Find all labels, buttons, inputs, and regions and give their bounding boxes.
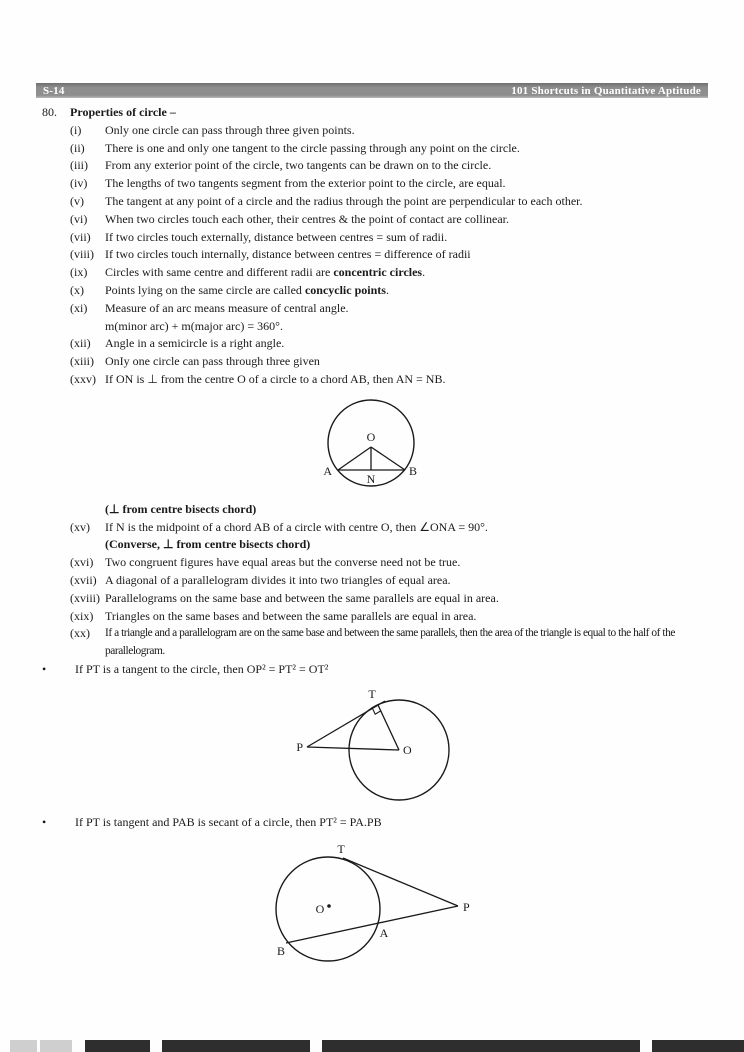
point-label-A: A — [323, 464, 332, 478]
artifact-segment — [162, 1040, 310, 1052]
property-item — [70, 157, 708, 175]
segment-PO — [307, 747, 399, 750]
point-label-B: B — [276, 944, 286, 958]
point-label-P: P — [463, 900, 470, 914]
artifact-segment — [652, 1040, 744, 1052]
property-text — [105, 300, 708, 336]
property-text: From any exterior point of the circle, two tangents can be drawn on to the circle. — [105, 158, 492, 173]
point-label-T: T — [337, 842, 345, 856]
property-item — [70, 246, 708, 264]
property-item — [70, 608, 708, 626]
point-label-O: O — [366, 430, 376, 444]
scan-artifact-bar — [0, 1040, 744, 1052]
page-header-bar — [36, 83, 708, 98]
property-item — [70, 140, 708, 158]
bullet-marker: • — [42, 814, 47, 829]
property-item — [70, 572, 708, 590]
property-number: (iv) — [70, 176, 88, 191]
property-text: If two circles touch externally, distance between centres = sum of radii. — [105, 229, 448, 244]
property-number: (v) — [70, 193, 84, 208]
property-item — [70, 300, 708, 336]
point-label-O: O — [403, 743, 412, 757]
segment-OB — [371, 447, 405, 470]
property-number: (ii) — [70, 140, 85, 155]
property-text: The lengths of two tangents segment from the exterior point to the circle, are equal. — [105, 176, 506, 191]
property-text: Triangles on the same bases and between the same parallels are equal in area. — [105, 608, 477, 623]
property-number: (ix) — [70, 265, 88, 280]
text-segment: . — [385, 282, 389, 297]
property-text: If N is the midpoint of a chord AB of a circle with centre O, then ∠ONA = 90°. — [105, 519, 488, 534]
point-label-T: T — [368, 687, 376, 701]
property-item — [70, 590, 708, 608]
property-number: (xviii) — [70, 590, 100, 605]
property-text: If a triangle and a parallelogram are on the same base and between the same parallels, then the area of the triangle is equal to the half of the parallelogram. — [105, 627, 675, 658]
property-number: (xx) — [70, 626, 90, 641]
bullet-text: If PT is a tangent to the circle, then OP² = PT² = OT² — [75, 661, 329, 676]
radius-OT — [378, 705, 399, 750]
property-text: If ON is ⊥ from the centre O of a circle to a chord AB, then AN = NB. — [105, 371, 446, 386]
point-label-B: B — [409, 464, 418, 478]
bullet-theorem — [36, 661, 708, 679]
caption-perp-bisects: (⊥ from centre bisects chord) — [105, 501, 257, 516]
page-number-label: S-14 — [43, 84, 65, 97]
secant-diagram — [260, 842, 480, 972]
book-title: 101 Shortcuts in Quantitative Aptitude — [511, 84, 701, 97]
property-number: (xvii) — [70, 572, 97, 587]
bullet-marker: • — [42, 661, 47, 676]
circle-outline — [276, 857, 380, 961]
section-heading — [36, 104, 708, 122]
chord-diagram-space — [36, 389, 37, 501]
text-segment: Points lying on the same circle are called — [105, 282, 305, 297]
text-segment: . — [422, 265, 426, 280]
property-item — [70, 193, 708, 211]
property-item — [70, 625, 708, 661]
tangent-diagram-space — [36, 679, 37, 814]
point-label-N: N — [366, 472, 376, 486]
property-text: Parallelograms on the same base and between the same parallels are equal in area. — [105, 590, 499, 605]
section-title: Properties of circle – — [70, 105, 176, 119]
property-text: If two circles touch internally, distance between centres = difference of radii — [105, 247, 471, 262]
text-segment: Measure of an arc means measure of central angle. — [105, 300, 349, 315]
property-number: (iii) — [70, 158, 88, 173]
property-number: (x) — [70, 282, 84, 297]
property-item — [70, 353, 708, 371]
property-number: (xxv) — [70, 371, 96, 386]
property-number: (xvi) — [70, 555, 94, 570]
bullet-text: If PT is tangent and PAB is secant of a circle, then PT² = PA.PB — [75, 814, 382, 829]
text-segment-bold: concyclic points — [304, 282, 386, 297]
property-item — [70, 175, 708, 193]
centre-dot — [327, 904, 331, 908]
artifact-segment — [10, 1040, 37, 1052]
tangent-PT — [307, 701, 385, 747]
tangent-diagram — [285, 686, 470, 806]
property-item — [70, 371, 708, 389]
section-number: 80. — [42, 105, 57, 119]
property-item — [70, 282, 708, 300]
property-item — [70, 122, 708, 140]
property-number: (viii) — [70, 247, 94, 262]
property-number: (xiii) — [70, 354, 94, 369]
tangent-TP — [343, 858, 458, 906]
artifact-segment — [85, 1040, 150, 1052]
property-text: Two congruent figures have equal areas but the converse need not be true. — [105, 555, 461, 570]
point-label-A: A — [379, 926, 389, 940]
artifact-segment — [322, 1040, 640, 1052]
property-text: Angle in a semicircle is a right angle. — [105, 336, 285, 351]
property-item — [70, 229, 708, 247]
property-number: (i) — [70, 122, 82, 137]
text-segment: Circles with same centre and different radii are — [105, 265, 334, 280]
property-number: (vi) — [70, 211, 88, 226]
property-text — [105, 264, 708, 282]
property-item — [70, 519, 708, 537]
property-text: There is one and only one tangent to the circle passing through any point on the circle. — [105, 140, 520, 155]
property-item — [70, 554, 708, 572]
property-text — [105, 282, 708, 300]
property-number: (xix) — [70, 608, 94, 623]
property-text: A diagonal of a parallelogram divides it into two triangles of equal area. — [105, 572, 451, 587]
segment-OA — [338, 447, 371, 470]
arc-formula: m(minor arc) + m(major arc) = 360°. — [105, 318, 283, 333]
point-label-P: P — [296, 740, 303, 754]
property-text: The tangent at any point of a circle and the radius through the point are perpendicular to each other. — [105, 193, 583, 208]
property-number: (xv) — [70, 519, 90, 534]
circle-chord-diagram — [300, 394, 480, 506]
property-number: (vii) — [70, 229, 91, 244]
property-text: OnIy one circle can pass through three given — [105, 354, 320, 369]
property-item — [70, 264, 708, 282]
point-label-O: O — [315, 902, 325, 916]
caption-converse: (Converse, ⊥ from centre bisects chord) — [105, 537, 311, 552]
property-number: (xii) — [70, 336, 91, 351]
bullet-theorem — [36, 814, 708, 832]
property-text: When two circles touch each other, their centres & the point of contact are collinear. — [105, 211, 510, 226]
property-number: (xi) — [70, 300, 88, 315]
property-text: Only one circle can pass through three given points. — [105, 122, 355, 137]
property-item — [70, 335, 708, 353]
text-segment-bold: concentric circles — [333, 265, 423, 280]
artifact-segment — [40, 1040, 72, 1052]
property-item — [70, 211, 708, 229]
